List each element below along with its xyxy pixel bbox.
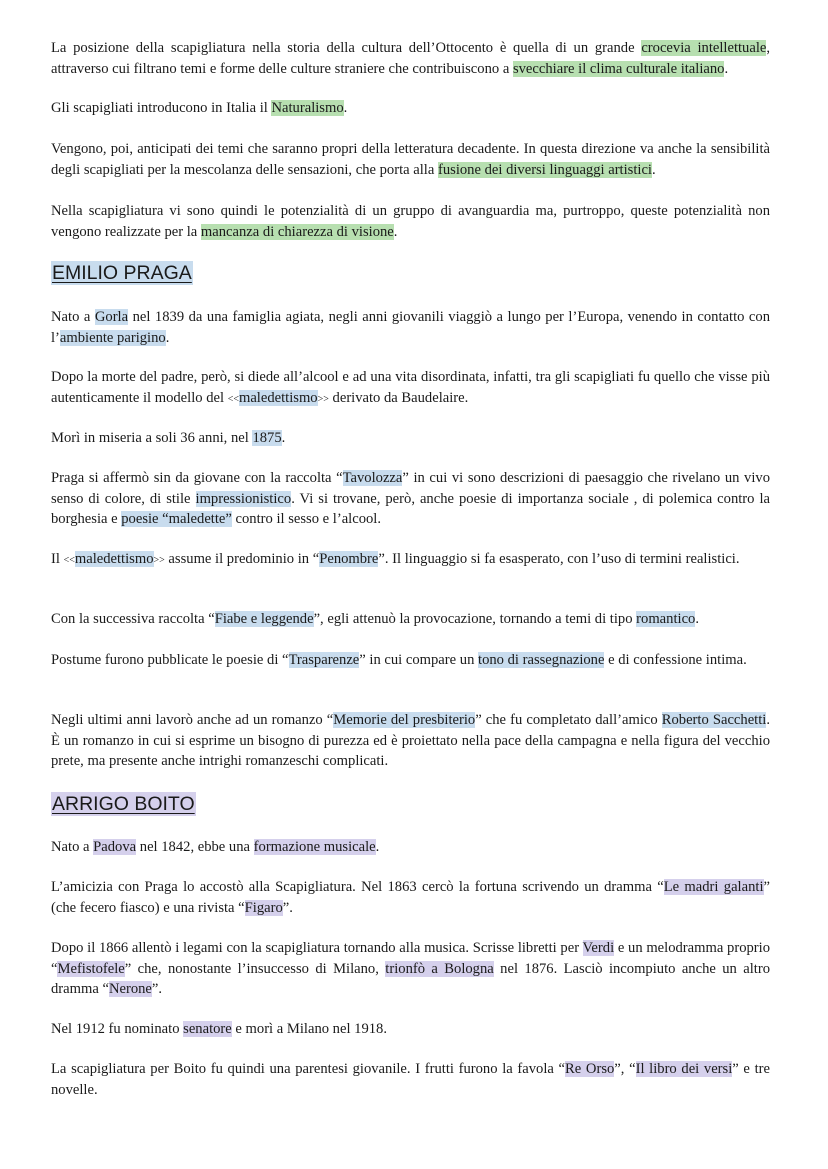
praga-paragraph-6	[51, 609, 770, 630]
praga-paragraph-7	[51, 650, 770, 671]
text-run: ” e tre novelle.	[51, 1061, 770, 1098]
highlight-purple: Padova	[93, 839, 137, 855]
text-run: .	[393, 223, 398, 240]
text-run: . Vi si trovane, però, anche poesie di importanza sociale , di polemica contro la borghesia e	[51, 490, 770, 527]
text-run: assume il predominio in “	[164, 551, 320, 567]
text-run: Postume furono pubblicate le poesie di “	[51, 652, 289, 668]
text-run: L’amicizia con Praga lo accostò alla Scapigliatura. Nel 1863 cercò la fortuna scrivendo un dramma “	[51, 879, 664, 895]
boito-paragraph-4	[51, 1019, 770, 1040]
highlight-blue: Fiabe e leggende	[214, 611, 314, 627]
guillemet-mark: <<	[63, 555, 75, 566]
section-praga	[51, 261, 770, 285]
highlight-blue: maledettismo	[238, 389, 318, 406]
section-boito	[51, 792, 770, 816]
highlight-blue: Trasparenze	[288, 652, 360, 668]
text-run: e di confessione intima.	[604, 652, 747, 668]
text-run: nel 1876. Lasciò incompiuto anche un altro dramma “	[51, 960, 771, 997]
heading-arrigo-boito: ARRIGO BOITO	[52, 793, 195, 815]
highlight-purple: formazione musicale	[253, 839, 376, 855]
text-run: Nel 1912 fu nominato	[51, 1021, 184, 1037]
highlight-green: crocevia intellettuale	[641, 40, 767, 56]
boito-paragraph-5	[51, 1059, 770, 1100]
text-run: Dopo la morte del padre, però, si diede all’alcool e ad una vita disordinata, infatti, tra gli scapigliati fu quello che visse più autenticamente il modello del	[51, 369, 770, 406]
boito-paragraph-3	[51, 938, 770, 1000]
text-run: Nella scapigliatura vi sono quindi le potenzialità di un gruppo di avanguardia ma, purtroppo, queste potenzialità non vengono realizzate per la	[51, 203, 770, 240]
text-run: .	[165, 329, 170, 346]
praga-paragraph-5	[51, 549, 770, 572]
guillemet-mark: >>	[153, 555, 165, 566]
highlight-blue: Gorla	[94, 309, 129, 325]
text-run: .	[281, 430, 286, 446]
text-run: Vengono, poi, anticipati dei temi che saranno propri della letteratura decadente. In questa direzione va anche la sensibilità degli scapigliati per la mescolanza delle sensazioni, che porta alla	[51, 141, 770, 178]
highlight-green: mancanza di chiarezza di visione	[200, 223, 394, 240]
guillemet-mark: >>	[317, 393, 329, 405]
heading-emilio-praga: EMILIO PRAGA	[52, 262, 192, 284]
text-run: ”.	[151, 981, 163, 997]
highlight-purple: Nerone	[108, 981, 152, 997]
text-run: Nato a	[51, 309, 95, 325]
praga-paragraph-4	[51, 468, 770, 530]
highlight-blue: 1875	[252, 430, 282, 446]
text-run: Dopo il 1866 allentò i legami con la scapigliatura tornando alla musica. Scrisse libretti per	[51, 940, 583, 956]
text-run: e morì a Milano nel 1918.	[231, 1021, 387, 1037]
text-run: Nato a	[51, 839, 94, 855]
text-run: , attraverso cui filtrano temi e forme delle culture straniere che contribuiscono a	[51, 40, 771, 77]
text-run: ” che fu completato dall’amico	[475, 712, 662, 728]
text-run: nel 1842, ebbe una	[136, 839, 254, 855]
text-run: ” che, nonostante l’insuccesso di Milano,	[124, 960, 386, 977]
intro-paragraph-2	[51, 98, 770, 119]
text-run: La posizione della scapigliatura nella storia della cultura dell’Ottocento è quella di un grande	[51, 40, 642, 56]
text-run: nel 1839 da una famiglia agiata, negli anni giovanili viaggiò a lungo per l’Europa, venendo in contatto con l’	[51, 309, 770, 346]
highlight-blue: poesie “maledette”	[121, 511, 232, 527]
highlight-green: fusione dei diversi linguaggi artistici	[437, 161, 652, 178]
highlight-blue: romantico	[636, 611, 696, 627]
guillemet-mark: <<	[227, 393, 239, 405]
text-run: Con la successiva raccolta “	[51, 611, 215, 627]
highlight-purple: senatore	[183, 1021, 232, 1037]
text-run: Praga si affermò sin da giovane con la raccolta “	[51, 470, 343, 486]
highlight-purple: Le madri galanti	[663, 879, 764, 895]
text-run: Gli scapigliati introducono in Italia il	[51, 100, 272, 116]
boito-paragraph-2	[51, 877, 770, 918]
intro-paragraph-4	[51, 201, 770, 242]
highlight-blue: Memorie del presbiterio	[333, 712, 476, 728]
highlight-green: Naturalismo	[271, 100, 344, 116]
highlight-purple: Figaro	[244, 899, 283, 916]
text-run: Negli ultimi anni lavorò anche ad un romanzo “	[51, 712, 334, 728]
highlight-blue: Roberto Sacchetti	[661, 712, 767, 728]
text-run: e un melodramma proprio “	[51, 940, 770, 977]
boito-paragraph-1	[51, 837, 770, 858]
text-run: ”, “	[614, 1061, 636, 1077]
highlight-purple: Mefistofele	[57, 960, 125, 977]
highlight-purple: Re Orso	[565, 1061, 615, 1077]
text-run: .	[343, 100, 348, 116]
highlight-blue: ambiente parigino	[59, 329, 166, 346]
text-run: Il	[51, 551, 64, 567]
text-run: ” in cui vi sono descrizioni di paesaggio che rivelano un vivo senso di colore, di stile	[51, 470, 770, 507]
highlight-green: svecchiare il clima culturale italiano	[512, 60, 725, 77]
intro-paragraph-1	[51, 38, 770, 79]
praga-paragraph-3	[51, 428, 770, 449]
text-run: . È un romanzo in cui si esprime un bisogno di purezza ed è proiettato nella pace della campagna e nella figura del vecchio prete, ma presente anche intrighi romanzeschi complicati.	[51, 712, 770, 769]
highlight-purple: Verdi	[582, 940, 615, 956]
text-run: ”, egli attenuò la provocazione, tornando a temi di tipo	[313, 611, 637, 627]
praga-paragraph-1	[51, 307, 770, 348]
praga-paragraph-8	[51, 710, 770, 772]
text-run: Morì in miseria a soli 36 anni, nel	[51, 430, 253, 446]
text-run: ” in cui compare un	[359, 652, 479, 668]
highlight-blue: Tavolozza	[342, 470, 403, 486]
highlight-blue: impressionistico	[195, 490, 292, 507]
highlight-blue: maledettismo	[74, 551, 154, 567]
text-run: .	[724, 60, 729, 77]
text-run: ”.	[282, 899, 293, 916]
intro-paragraph-3	[51, 139, 770, 180]
text-run: ” (che fecero fiasco) e una rivista “	[51, 879, 770, 916]
praga-paragraph-2	[51, 367, 770, 410]
highlight-purple: trionfò a Bologna	[385, 960, 494, 977]
text-run: .	[651, 161, 656, 178]
text-run: .	[695, 611, 699, 627]
highlight-blue: tono di rassegnazione	[478, 652, 605, 668]
text-run: contro il sesso e l’alcool.	[231, 511, 382, 527]
highlight-blue: Penombre	[319, 551, 379, 567]
highlight-purple: Il libro dei versi	[635, 1061, 733, 1077]
text-run: .	[375, 839, 380, 855]
text-run: derivato da Baudelaire.	[328, 389, 469, 406]
text-run: ”. Il linguaggio si fa esasperato, con l’uso di termini realistici.	[378, 551, 740, 567]
text-run: La scapigliatura per Boito fu quindi una parentesi giovanile. I frutti furono la favola “	[51, 1061, 566, 1077]
